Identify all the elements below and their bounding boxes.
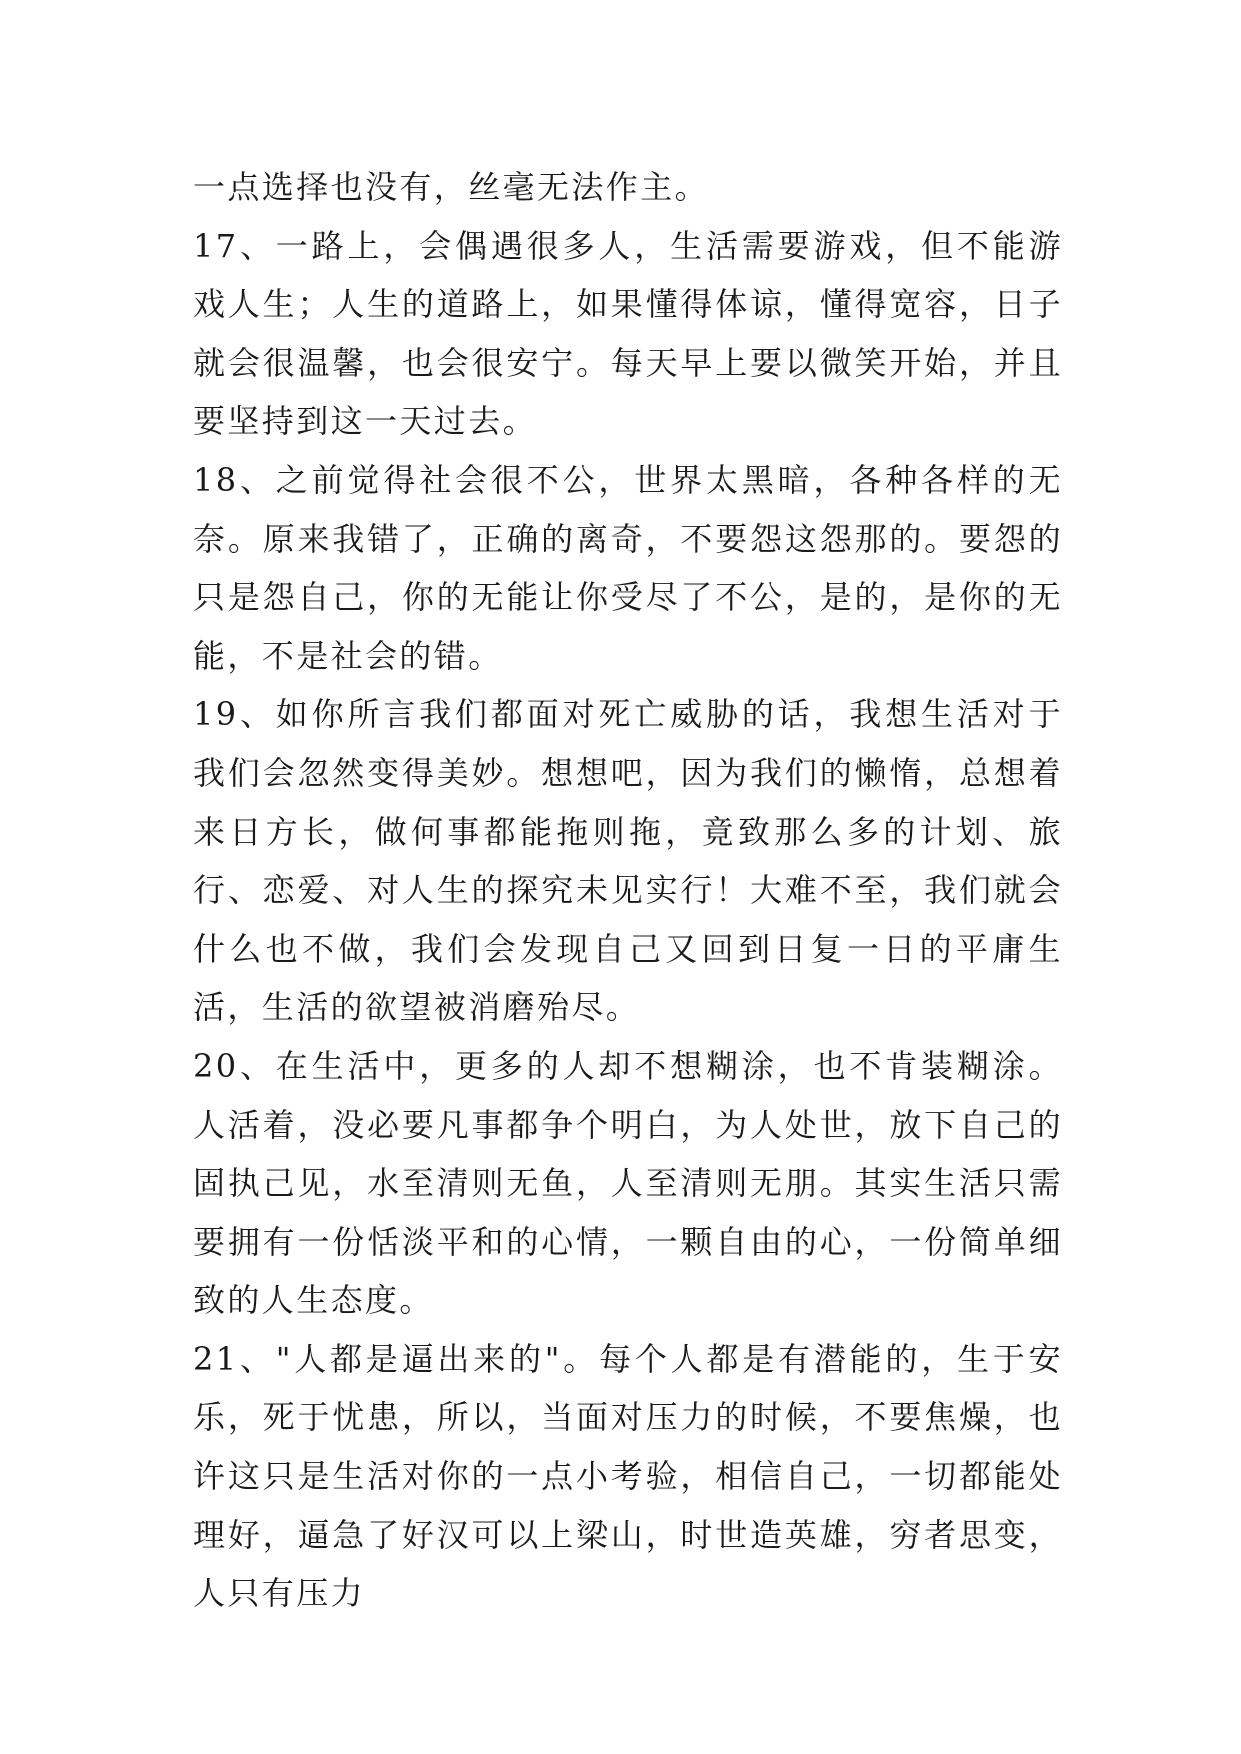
paragraph-18: 18、之前觉得社会很不公，世界太黑暗，各种各样的无奈。原来我错了，正确的离奇，不要怨这怨那的。要怨的只是怨自己，你的无能让你受尽了不公，是的，是你的无能，不是社会的错。 bbox=[193, 460, 1063, 675]
paragraph-20: 20、在生活中，更多的人却不想糊涂，也不肯装糊涂。人活着，没必要凡事都争个明白，为人处世，放下自己的固执己见，水至清则无鱼，人至清则无朋。其实生活只需要拥有一份恬淡平和的心情，一颗自由的心，一份简单细致的人生态度。 bbox=[193, 1046, 1063, 1320]
document-body bbox=[193, 158, 1063, 1623]
paragraph-21: 21、"人都是逼出来的"。每个人都是有潜能的，生于安乐，死于忧患，所以，当面对压力的时候，不要焦燥，也许这只是生活对你的一点小考验，相信自己，一切都能处理好，逼急了好汉可以上梁山，时世造英雄，穷者思变，人只有压力 bbox=[193, 1339, 1063, 1613]
paragraph-17: 17、一路上，会偶遇很多人，生活需要游戏，但不能游戏人生；人生的道路上，如果懂得体谅，懂得宽容，日子就会很温馨，也会很安宁。每天早上要以微笑开始，并且要坚持到这一天过去。 bbox=[193, 226, 1063, 441]
paragraph-continuation: 一点选择也没有，丝毫无法作主。 bbox=[193, 168, 710, 206]
paragraph-19: 19、如你所言我们都面对死亡威胁的话，我想生活对于我们会忽然变得美妙。想想吧，因为我们的懒惰，总想着来日方长，做何事都能拖则拖，竟致那么多的计划、旅行、恋爱、对人生的探究未见实行！大难不至，我们就会什么也不做，我们会发现自己又回到日复一日的平庸生活，生活的欲望被消磨殆尽。 bbox=[193, 695, 1063, 1027]
